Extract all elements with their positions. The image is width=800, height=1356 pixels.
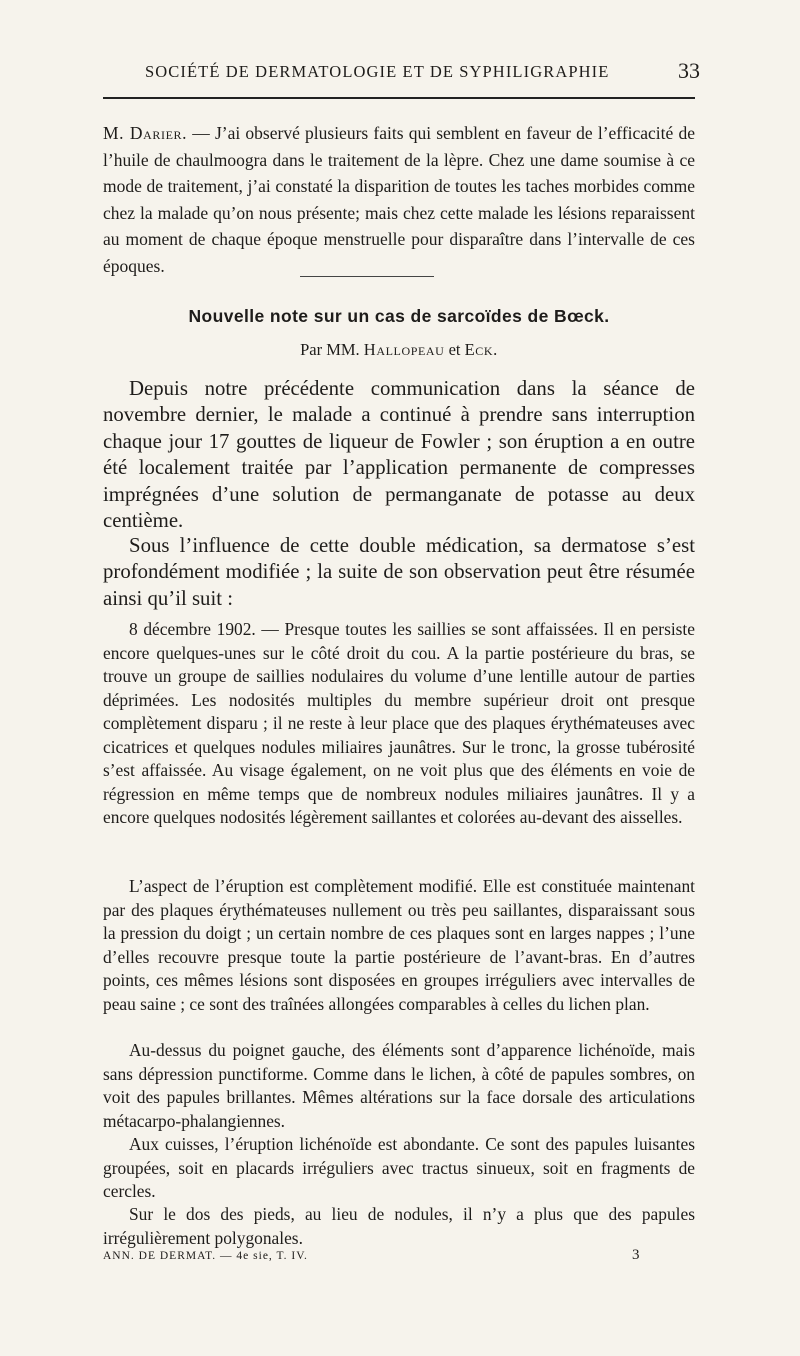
authors-prefix: Par MM.: [300, 340, 364, 359]
author-name: Eck.: [464, 340, 498, 359]
intro-text: — J’ai observé plusieurs faits qui semblent en faveur de l’efficacité de l’huile de chaulmoogra dans le traitement de la lèpre. Chez une dame soumise à ce mode de traitement, j’ai constaté la disparition de toutes les taches morbides comme chez la malade qu’on nous présente; mais chez cette malade les lésions reparaissent au moment de chaque époque menstruelle pour disparaître dans l’intervalle de ces époques.: [103, 123, 695, 276]
authors-and: et: [444, 340, 465, 359]
footer-sheet-number: 3: [632, 1247, 640, 1263]
body-paragraph: Sur le dos des pieds, au lieu de nodules, il n’y a plus que des papules irrégulièrement polygonales.: [103, 1204, 695, 1248]
body-paragraph: Sous l’influence de cette double médication, sa dermatose s’est profondément modifiée ; la suite de son observation peut être résumée ainsi qu’il suit :: [103, 534, 695, 610]
body-paragraph: Depuis notre précédente communication dans la séance de novembre dernier, le malade a continué à prendre sans interruption chaque jour 17 gouttes de liqueur de Fowler ; son éruption a en outre été localement traitée par l’application permanente de compresses imprégnées d’une solution de permanganate de potasse au deux centième.: [103, 377, 695, 533]
article-title: Nouvelle note sur un cas de sarcoïdes de Bœck.: [188, 306, 610, 326]
body-paragraph: Aux cuisses, l’éruption lichénoïde est abondante. Ce sont des papules luisantes groupées, soit en placards irréguliers avec tractus sinueux, soit en fragments de cercles.: [103, 1134, 695, 1201]
intro-paragraph: [103, 120, 695, 279]
header-rule: [103, 97, 695, 99]
speaker-name: M. Darier.: [103, 123, 188, 143]
body-paragraph: L’aspect de l’éruption est complètement modifié. Elle est constituée maintenant par des plaques érythémateuses nullement ou très peu saillantes, disparaissant sous la pression du doigt ; un certain nombre de ces plaques sont en larges nappes ; l’une d’elles recouvre presque toute la partie postérieure de l’avant-bras. En d’autres points, ces mêmes lésions sont disposées en groupes irréguliers avec intervalles de peau saine ; ce sont des traînées allongées comparables à celles du lichen plan.: [103, 876, 695, 1014]
section-divider: [300, 276, 434, 277]
running-title: SOCIÉTÉ DE DERMATOLOGIE ET DE SYPHILIGRAPHIE: [145, 62, 610, 81]
running-head: [100, 58, 700, 88]
page-number: 33: [678, 58, 700, 83]
footer-signature: ANN. DE DERMAT. — 4e sie, T. IV.: [103, 1250, 308, 1262]
author-name: Hallopeau: [363, 340, 445, 359]
article-authors: [103, 340, 695, 360]
body-paragraph: Au-dessus du poignet gauche, des éléments sont d’apparence lichénoïde, mais sans dépression punctiforme. Comme dans le lichen, à côté de papules sombres, on voit des papules brillantes. Mêmes altérations sur la face dorsale des articulations métacarpo-phalangiennes.: [103, 1040, 695, 1131]
body-paragraph: 8 décembre 1902. — Presque toutes les saillies se sont affaissées. Il en persiste encore quelques-unes sur le côté droit du cou. A la partie postérieure du bras, se trouve un groupe de saillies nodulaires du volume d’une lentille autour de parties déprimées. Les nodosités multiples du membre supérieur droit ont presque complètement disparu ; il ne reste à leur place que des plaques érythémateuses avec cicatrices et quelques nodules miliaires jaunâtres. Sur le tronc, la grosse tubérosité s’est affaissée. Au visage également, on ne voit plus que des éléments en voie de régression en même temps que de nombreux nodules miliaires jaunâtres. Il y a encore quelques nodosités légèrement saillantes et colorées au-devant des aisselles.: [103, 619, 695, 827]
